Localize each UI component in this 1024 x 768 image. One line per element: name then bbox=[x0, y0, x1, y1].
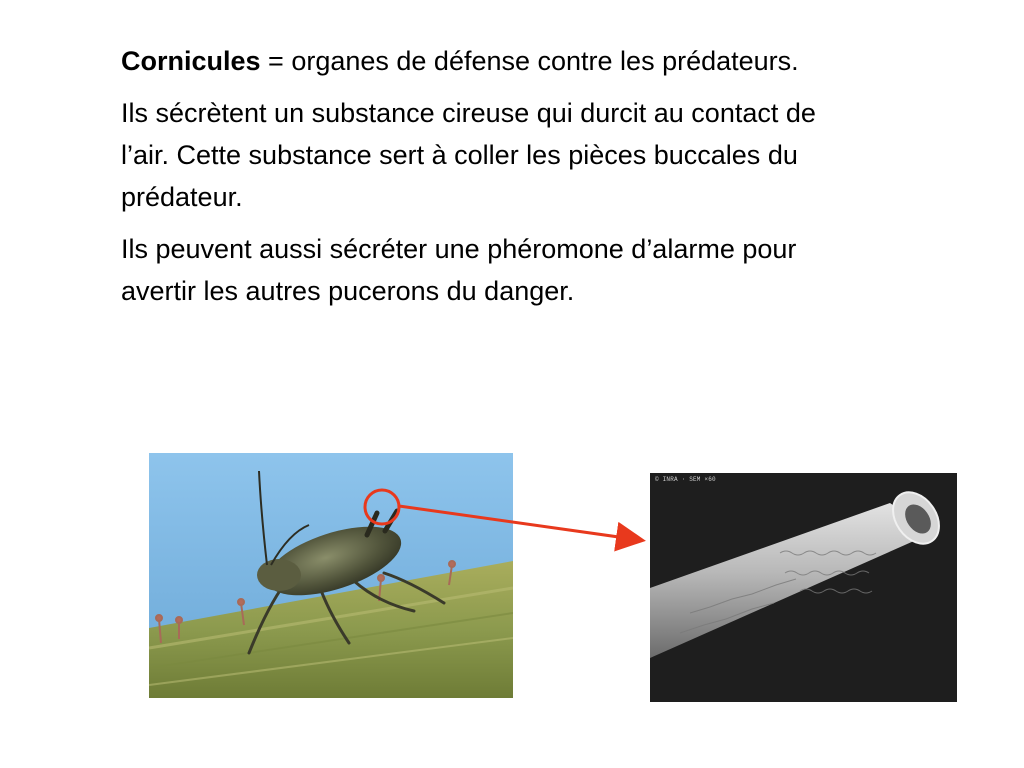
sem-graphic bbox=[650, 473, 957, 702]
definition-text: = organes de défense contre les prédateurs. bbox=[260, 46, 799, 76]
cornicle-sem-micrograph bbox=[650, 473, 957, 702]
slide-text bbox=[121, 40, 861, 322]
aphid-photo-graphic bbox=[149, 453, 513, 698]
term-cornicules: Cornicules bbox=[121, 46, 261, 76]
paragraph-cornicules bbox=[121, 40, 861, 82]
paragraph-secretion: Ils sécrètent un substance cireuse qui durcit au contact de l’air. Cette substance sert à coller les pièces buccales du prédateur. bbox=[121, 98, 816, 212]
sem-caption: © INRA · SEM ×60 bbox=[655, 476, 716, 483]
paragraph-pheromone: Ils peuvent aussi sécréter une phéromone d’alarme pour avertir les autres pucerons du danger. bbox=[121, 234, 797, 306]
aphid-photo bbox=[149, 453, 513, 698]
